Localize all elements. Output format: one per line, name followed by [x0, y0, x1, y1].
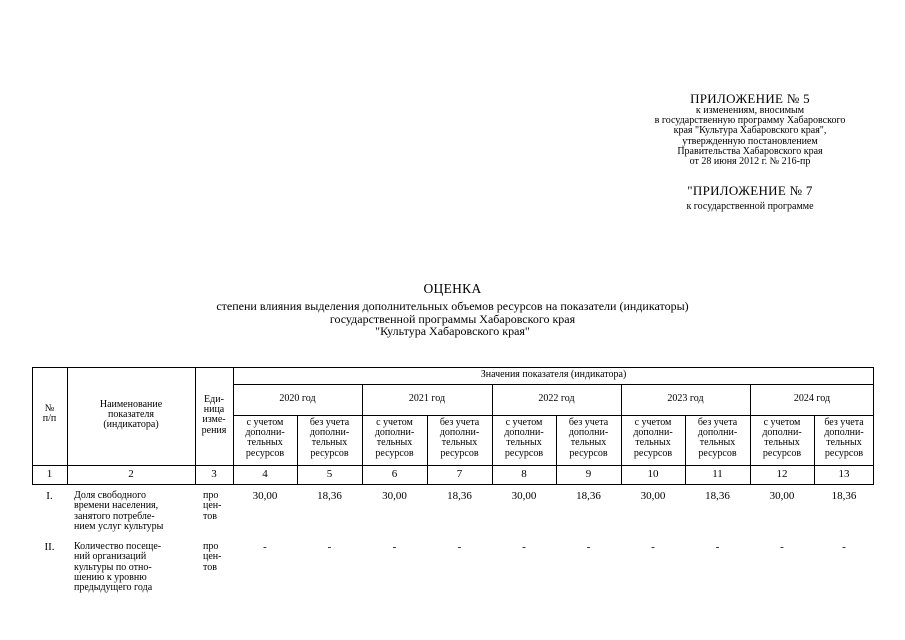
column-number: 7	[456, 468, 463, 480]
row-value: 30,00	[640, 490, 666, 502]
header-without-resources: без учета дополни- тельных ресурсов	[568, 417, 609, 459]
subtitle-line: государственной программы Хабаровского края	[329, 311, 576, 326]
subtitle-line: "Культура Хабаровского края"	[375, 324, 530, 338]
column-number: 12	[776, 468, 788, 480]
header-values-group: Значения показателя (индикатора)	[480, 369, 627, 380]
appendix-line: Правительства Хабаровского края	[677, 145, 823, 157]
header-without-resources: без учета дополни- тельных ресурсов	[824, 417, 864, 459]
header-without-resources: без учета дополни- тельных ресурсов	[697, 417, 738, 459]
row-value: 30,00	[252, 490, 278, 502]
row-unit: про цен- тов	[203, 541, 222, 573]
header-unit: Еди- ница изме- рения	[201, 394, 227, 436]
appendix-line: к изменениям, вносимым	[695, 105, 805, 116]
header-with-resources: с учетом дополни- тельных ресурсов	[504, 417, 544, 459]
column-number: 11	[712, 468, 723, 480]
column-number: 5	[326, 468, 333, 480]
header-year: 2024 год	[793, 393, 831, 404]
row-value: 30,00	[511, 490, 537, 502]
column-number: 4	[262, 468, 268, 480]
document-subtitle	[0, 300, 905, 338]
column-number: 2	[128, 468, 134, 480]
row-value: -	[586, 541, 591, 553]
row-value: -	[715, 541, 720, 553]
header-year: 2021 год	[408, 393, 446, 404]
appendix-title-2: "ПРИЛОЖЕНИЕ № 7	[687, 183, 813, 198]
appendix-line: утвержденную постановлением	[682, 135, 818, 147]
row-value: 18,36	[317, 490, 342, 502]
row-value: -	[263, 541, 267, 553]
header-year: 2020 год	[279, 393, 316, 404]
header-without-resources: без учета дополни- тельных ресурсов	[439, 417, 480, 459]
table-row	[32, 540, 874, 600]
row-number: I.	[46, 490, 53, 502]
row-indicator-name: Количество посеще- ний организаций культуры по отно- шению к уровню предыдущего года	[74, 541, 162, 594]
row-value: -	[842, 541, 846, 553]
header-year: 2022 год	[538, 393, 575, 404]
document-title: ОЦЕНКА	[423, 281, 482, 296]
row-value: -	[457, 541, 462, 553]
row-value: -	[327, 541, 332, 553]
column-number: 13	[838, 468, 850, 480]
row-value: -	[651, 541, 655, 553]
header-year: 2023 год	[667, 393, 704, 404]
row-value: 30,00	[382, 490, 407, 502]
row-value: 30,00	[769, 490, 795, 502]
row-value: -	[780, 541, 784, 553]
header-num: № п/п	[42, 403, 57, 425]
column-number: 6	[391, 468, 398, 480]
header-without-resources: без учета дополни- тельных ресурсов	[309, 417, 350, 459]
row-value: 18,36	[447, 490, 472, 502]
header-with-resources: с учетом дополни- тельных ресурсов	[245, 417, 285, 459]
appendix-text-2: к государственной программе	[686, 201, 814, 212]
header-with-resources: с учетом дополни- тельных ресурсов	[762, 417, 802, 459]
column-number: 3	[211, 468, 217, 480]
appendix-line: в государственную программу Хабаровского	[654, 115, 846, 127]
row-value: 18,36	[705, 490, 730, 502]
indicator-table-header	[32, 367, 874, 485]
row-value: -	[522, 541, 526, 553]
column-number: 1	[46, 468, 53, 480]
appendix-line: от 28 июня 2012 г. № 216-пр	[689, 156, 811, 168]
appendix-title: ПРИЛОЖЕНИЕ № 5	[690, 91, 810, 106]
header-with-resources: с учетом дополни- тельных ресурсов	[374, 417, 415, 459]
row-unit: про цен- тов	[203, 490, 222, 522]
row-number: II.	[44, 541, 55, 553]
row-value: 18,36	[831, 490, 857, 502]
appendix-line: края "Культура Хабаровского края",	[673, 125, 827, 137]
row-indicator-name: Доля свободного времени населения, занятого потребле- нием услуг культуры	[74, 490, 164, 532]
header-name: Наименование показателя (индикатора)	[99, 399, 163, 431]
column-number: 8	[521, 468, 527, 480]
appendix-text	[600, 106, 900, 167]
row-value: 18,36	[576, 490, 601, 502]
subtitle-line: степени влияния выделения дополнительных объемов ресурсов на показатели (индикаторы)	[216, 299, 689, 313]
column-number: 9	[585, 468, 592, 480]
column-number: 10	[647, 468, 659, 480]
table-row	[32, 489, 874, 539]
header-with-resources: с учетом дополни- тельных ресурсов	[633, 417, 673, 459]
row-value: -	[392, 541, 397, 553]
